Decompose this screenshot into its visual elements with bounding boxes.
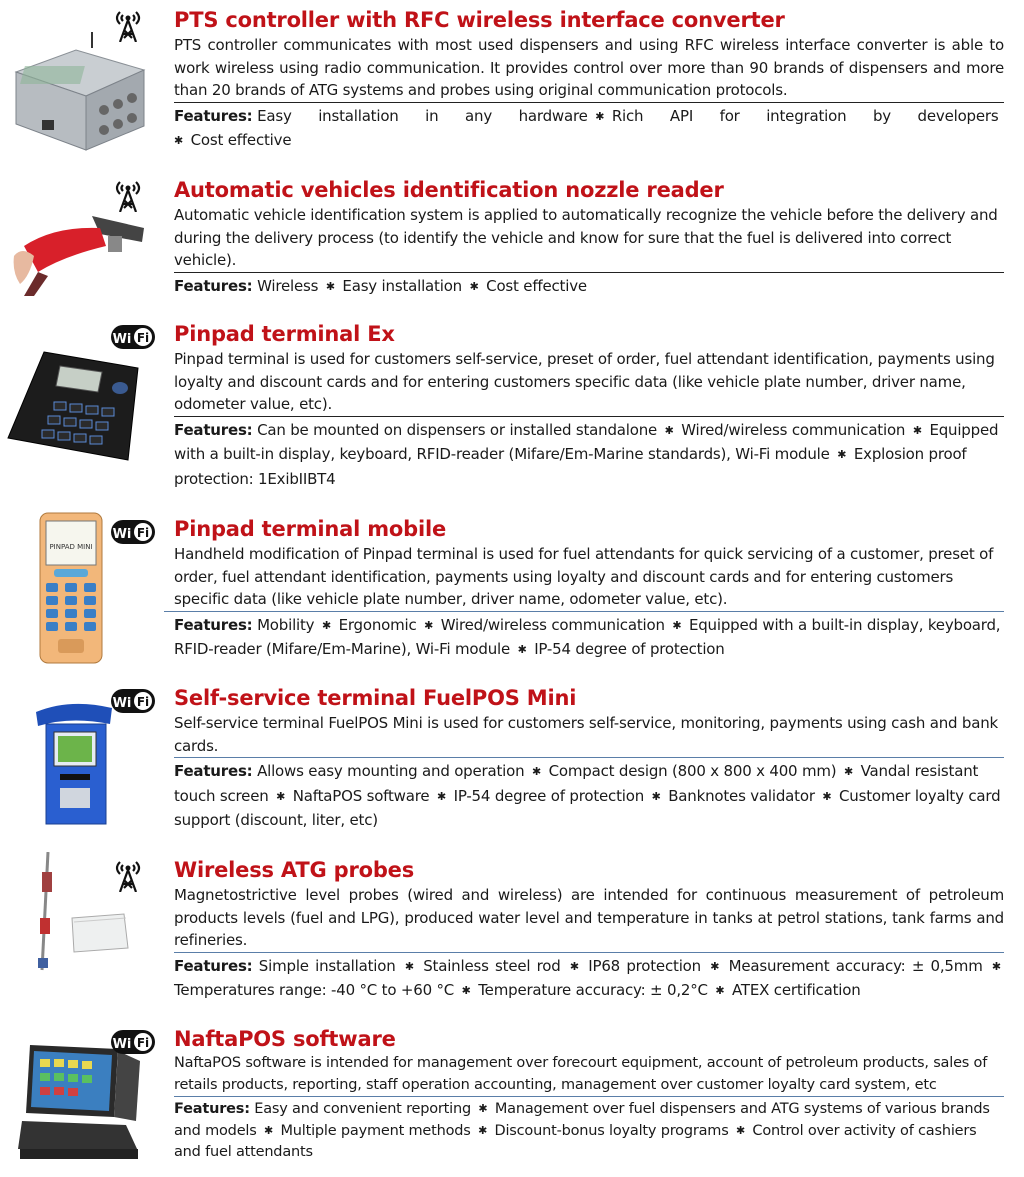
bullet-icon: ✱	[517, 643, 527, 656]
divider	[174, 952, 1004, 953]
divider	[174, 1096, 1004, 1097]
product-pinpad-mobile	[0, 517, 1024, 667]
bullet-icon: ✱	[276, 789, 286, 803]
device-screen-label: PINPAD MINI	[49, 543, 93, 551]
antenna-icon	[112, 178, 158, 210]
bullet-icon: ✱	[735, 1123, 745, 1137]
bullet-icon: ✱	[325, 279, 335, 293]
feature-item: Wireless	[257, 276, 319, 295]
feature-item: Wired/wireless communication	[681, 420, 906, 439]
pinpad-mobile-image	[36, 511, 106, 671]
antenna-icon	[112, 858, 158, 890]
bullet-icon: ✱	[404, 959, 414, 973]
features-line	[174, 955, 1004, 1004]
bullet-icon: ✱	[844, 765, 854, 778]
product-title: NaftaPOS software	[174, 1027, 396, 1051]
feature-item: Can be mounted on dispensers or installed standalone	[257, 420, 658, 439]
features-label: Features:	[174, 615, 253, 634]
product-pts-controller	[0, 8, 1024, 158]
feature-item: NaftaPOS software	[292, 786, 430, 805]
wifi-badge-left: Wi	[112, 332, 132, 347]
features-line	[174, 760, 1004, 832]
bullet-icon: ✱	[264, 1123, 274, 1137]
feature-item: Wired/wireless communication	[440, 615, 665, 634]
product-text	[174, 517, 1004, 663]
feature-item: Management over fuel dispensers and ATG systems of various brands and models	[174, 1101, 990, 1139]
bullet-icon: ✱	[651, 789, 661, 803]
divider	[164, 611, 1004, 612]
features-line	[174, 105, 1004, 154]
wifi-badge-icon	[110, 322, 156, 354]
wifi-badge-icon	[110, 517, 156, 549]
feature-item: Cost effective	[486, 276, 587, 295]
bullet-icon: ✱	[321, 618, 331, 632]
feature-item: Easy and convenient reporting	[254, 1101, 471, 1117]
product-fuelpos-mini	[0, 686, 1024, 836]
feature-item: Cost effective	[190, 131, 292, 149]
feature-item: Ergonomic	[338, 615, 417, 634]
features-label: Features:	[174, 762, 253, 780]
nozzle-reader-image	[4, 206, 156, 296]
feature-item: IP-54 degree of protection	[453, 786, 645, 805]
bullet-icon: ✱	[664, 423, 674, 437]
feature-item: Temperature accuracy: ± 0,2°C	[478, 981, 708, 999]
feature-item: IP68 protection	[588, 956, 701, 975]
features-line	[174, 275, 1004, 300]
product-description: Pinpad terminal is used for customers self-service, preset of order, fuel attendant identification, payments using loyalty and discount cards and for entering customers specific data (like vehicle plate number, driver name, odometer value, etc).	[174, 350, 995, 413]
feature-item: Equipped with a built-in display, keyboard, RFID-reader (Mifare/Em-Marine), Wi-Fi module	[174, 615, 1001, 658]
product-description: Handheld modification of Pinpad terminal is used for fuel attendants for quick servicing of a customer, preset of order, fuel attendant identification, payments using loyalty and discount cards and for entering customers specific data (like vehicle plate number, driver name, odometer value, etc).	[174, 545, 994, 608]
wifi-badge-icon	[110, 1027, 156, 1059]
fuelpos-mini-image	[30, 698, 120, 828]
feature-item: Easy installation in any hardware	[257, 106, 588, 125]
bullet-icon: ✱	[424, 618, 434, 632]
features-line	[174, 614, 1004, 663]
feature-item: Vandal resistant touch screen	[174, 762, 979, 805]
product-text	[174, 8, 1004, 154]
feature-item: Discount-bonus loyalty programs	[494, 1122, 729, 1139]
feature-item: Easy installation	[342, 276, 462, 295]
wifi-badge-right: Fi	[136, 1036, 150, 1050]
feature-item: Control over activity of cashiers and fuel attendants	[174, 1122, 977, 1160]
bullet-icon: ✱	[991, 959, 1001, 973]
wifi-badge-left: Wi	[112, 527, 132, 542]
pts-controller-image	[4, 32, 156, 162]
bullet-icon: ✱	[478, 1123, 488, 1137]
features-line	[174, 419, 1004, 491]
wifi-badge-left: Wi	[112, 1037, 132, 1052]
wifi-badge-right: Fi	[136, 331, 150, 345]
feature-item: Compact design (800 x 800 x 400 mm)	[548, 762, 837, 780]
feature-item: IP-54 degree of protection	[534, 640, 725, 658]
product-text	[174, 322, 1004, 490]
product-description: Automatic vehicle identification system is applied to automatically recognize the vehicle before the delivery and during the delivery process (to identify the vehicle and know for sure that the fuel is delivered into correct vehicle).	[174, 206, 998, 269]
product-title: Self-service terminal FuelPOS Mini	[174, 686, 577, 710]
features-label: Features:	[174, 106, 253, 125]
feature-item: Banknotes validator	[668, 786, 815, 805]
bullet-icon: ✱	[672, 618, 682, 632]
features-label: Features:	[174, 276, 253, 295]
bullet-icon: ✱	[174, 134, 184, 147]
feature-item: Customer loyalty card support (discount, liter, etc)	[174, 786, 1001, 829]
bullet-icon: ✱	[532, 765, 542, 778]
wifi-badge-left: Wi	[112, 696, 132, 711]
feature-item: Measurement accuracy: ± 0,5mm	[728, 956, 983, 975]
feature-item: Simple installation	[258, 956, 396, 975]
feature-item: Temperatures range: -40 °C to +60 °C	[174, 981, 455, 999]
divider	[174, 757, 1004, 758]
feature-item: Stainless steel rod	[423, 956, 561, 975]
feature-item: Allows easy mounting and operation	[257, 762, 525, 780]
product-title: Pinpad terminal mobile	[174, 517, 447, 541]
feature-item: Multiple payment methods	[280, 1122, 471, 1139]
product-nozzle-reader	[0, 178, 1024, 298]
product-description: PTS controller communicates with most used dispensers and using RFC wireless interface converter is able to work wireless using radio communication. It provides control over more than 90 brands of dispensers and more than 20 brands of ATG systems and probes using original communication protocols.	[174, 36, 1004, 99]
product-title: PTS controller with RFC wireless interface converter	[174, 8, 785, 32]
bullet-icon: ✱	[569, 959, 579, 973]
wifi-badge-right: Fi	[136, 526, 150, 540]
product-naftapos	[0, 1027, 1024, 1177]
wifi-badge-right: Fi	[136, 695, 150, 709]
bullet-icon: ✱	[469, 279, 479, 293]
product-description: Magnetostrictive level probes (wired and wireless) are intended for continuous measurement of petroleum products levels (fuel and LPG), produced water level and temperature in tanks at petrol stations, tank farms and refineries.	[174, 886, 1004, 949]
product-description: NaftaPOS software is intended for management over forecourt equipment, account of petroleum products, sales of retails products, reporting, staff operation accounting, management over customer loyalty card system, etc	[174, 1055, 988, 1093]
product-title: Automatic vehicles identification nozzle reader	[174, 178, 724, 202]
features-label: Features:	[174, 1101, 250, 1117]
product-title: Wireless ATG probes	[174, 858, 414, 882]
bullet-icon: ✱	[478, 1102, 488, 1115]
product-text	[174, 686, 1004, 832]
feature-item: Explosion proof protection: 1ExibIIBT4	[174, 445, 967, 488]
product-text	[174, 1027, 1004, 1164]
product-title: Pinpad terminal Ex	[174, 322, 395, 346]
bullet-icon: ✱	[837, 448, 847, 461]
antenna-icon	[112, 8, 158, 40]
feature-item: Equipped with a built-in display, keyboard, RFID-reader (Mifare/Em-Marine standards), Wi-Fi module	[174, 420, 999, 463]
bullet-icon: ✱	[437, 789, 447, 803]
product-description: Self-service terminal FuelPOS Mini is used for customers self-service, monitoring, payments using cash and bank cards.	[174, 714, 999, 755]
product-atg-probes	[0, 858, 1024, 1008]
divider	[174, 102, 1004, 103]
product-text	[174, 858, 1004, 1004]
feature-item: Rich API for integration by developers	[611, 106, 999, 125]
bullet-icon: ✱	[822, 789, 832, 803]
product-pinpad-ex	[0, 322, 1024, 492]
bullet-icon: ✱	[912, 423, 922, 437]
features-line	[174, 1099, 1004, 1164]
feature-item: ATEX certification	[732, 981, 861, 999]
bullet-icon: ✱	[715, 984, 725, 997]
feature-item: Mobility	[257, 615, 315, 634]
divider	[174, 416, 1004, 417]
naftapos-image	[14, 1041, 144, 1166]
bullet-icon: ✱	[710, 959, 720, 973]
pinpad-ex-image	[4, 342, 156, 472]
product-text	[174, 178, 1004, 299]
divider	[174, 272, 1004, 273]
wifi-badge-icon	[110, 686, 156, 718]
bullet-icon: ✱	[461, 984, 471, 997]
features-label: Features:	[174, 956, 253, 975]
features-label: Features:	[174, 420, 253, 439]
bullet-icon: ✱	[595, 109, 605, 123]
